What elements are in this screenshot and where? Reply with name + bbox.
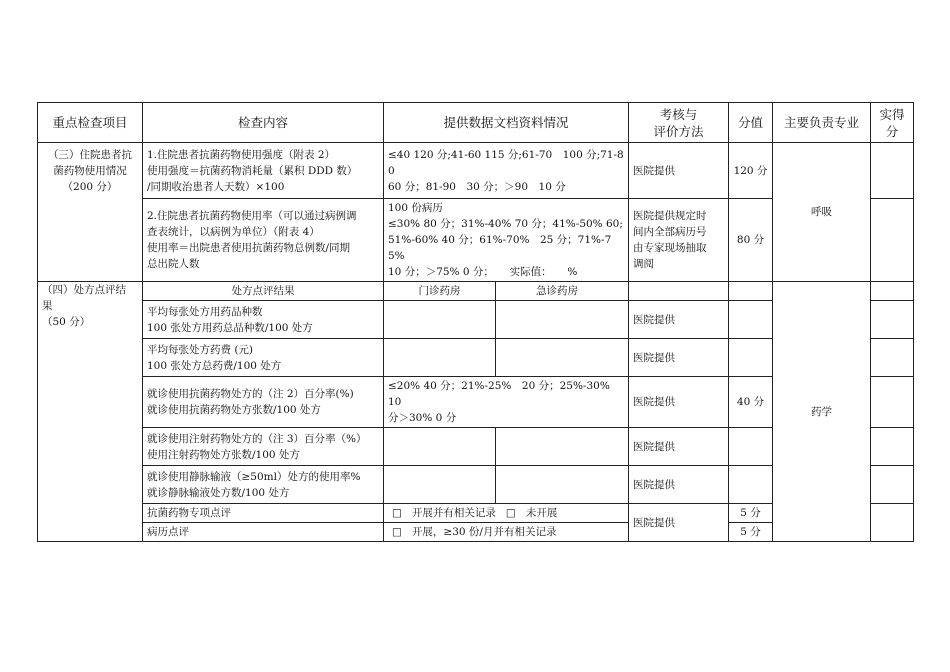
method-line: 医院提供规定时 (633, 210, 707, 222)
section3-row1-score: 120 分 (729, 143, 773, 199)
content-line: 查表统计，以病例为单位）（附表 4） (147, 226, 320, 238)
special-review-content: 抗菌药物专项点评 (143, 504, 384, 523)
section4-row2-actual[interactable] (871, 339, 914, 377)
record-review-score: 5 分 (729, 523, 773, 542)
option-label: 未开展 (525, 507, 558, 519)
section3-row2-method (629, 199, 729, 282)
section4-row4-outpatient[interactable] (384, 428, 496, 466)
header-item: 重点检查项目 (38, 103, 143, 143)
section4-row5-actual[interactable] (871, 466, 914, 504)
docs-line: ≤20% 40 分；21%-25% 20 分；25%-30% 10 (388, 380, 621, 408)
section4-subheader-row (38, 282, 914, 301)
section4-row3-score: 40 分 (729, 377, 773, 428)
section3-row2-score: 80 分 (729, 199, 773, 282)
section4-row5-score (729, 466, 773, 504)
docs-line: 10 分；＞75% 0 分； 实际值： % (388, 266, 578, 278)
docs-line: ≤40 120 分;41-60 115 分;61-70 100 分;71-80 (388, 148, 624, 177)
section4-row2-method: 医院提供 (629, 339, 729, 377)
content-line: 平均每张处方用药品种数 (147, 305, 263, 318)
header-docs: 提供数据文档资料情况 (384, 103, 629, 143)
section3-row1-docs (384, 143, 629, 199)
content-line: /同期收治患者人天数）×100 (147, 180, 285, 193)
header-actual-line2: 分 (885, 123, 899, 139)
docs-line: 51%-60% 40 分；61%-70% 25 分；71%-75% (388, 234, 612, 262)
section4-row3-content (143, 377, 384, 428)
header-score: 分值 (729, 103, 773, 143)
section4-row1-method: 医院提供 (629, 301, 729, 339)
section4-row1-actual[interactable] (871, 301, 914, 339)
method-line: 间内全部病历号 (633, 226, 707, 238)
section4-row1-score (729, 301, 773, 339)
section4-dept: 药学 (773, 282, 871, 542)
section4-row4-score (729, 428, 773, 466)
special-review-score: 5 分 (729, 504, 773, 523)
docs-line: ≤30% 80 分；31%-40% 70 分；41%-50% 60; (388, 218, 623, 230)
section4-item (38, 282, 143, 542)
section3-item-line3: （200 分） (62, 181, 118, 193)
section4-row3-docs (384, 377, 629, 428)
subheader-result: 处方点评结果 (143, 282, 384, 301)
section3-dept: 呼吸 (773, 143, 871, 282)
content-line: 2.住院患者抗菌药物使用率（可以通过病例调 (147, 210, 357, 222)
method-line: 调阅 (633, 258, 655, 270)
content-line: 100 张处方总药费/100 处方 (147, 359, 282, 372)
checkbox-icon[interactable]: □ (392, 507, 402, 519)
section4-row5-emergency[interactable] (496, 466, 629, 504)
option-label: 开展，≥30 份/月并有相关记录 (411, 526, 557, 538)
content-line: 就诊使用静脉输液（≥50ml）处方的使用率% (147, 470, 361, 483)
review-actual[interactable] (871, 504, 914, 542)
header-method-line2: 评价方法 (653, 123, 704, 139)
record-review-options (384, 523, 629, 542)
content-line: 使用强度＝抗菌药物消耗量（累积 DDD 数） (147, 164, 358, 177)
section4-row5-method: 医院提供 (629, 466, 729, 504)
subheader-outpatient: 门诊药房 (384, 282, 496, 301)
checkbox-icon[interactable]: □ (505, 507, 516, 519)
checkbox-icon[interactable]: □ (392, 526, 402, 538)
subheader-emergency: 急诊药房 (496, 282, 629, 301)
subheader-actual[interactable] (871, 282, 914, 301)
content-line: 平均每张处方药费 (元) (147, 343, 254, 356)
section4-row3-method: 医院提供 (629, 377, 729, 428)
option-label: 开展并有相关记录 (411, 507, 496, 519)
content-line: 就诊静脉输液处方数/100 处方 (147, 486, 290, 499)
review-method: 医院提供 (629, 504, 729, 542)
section4-row1-emergency[interactable] (496, 301, 629, 339)
section4-row5-outpatient[interactable] (384, 466, 496, 504)
section4-row1-outpatient[interactable] (384, 301, 496, 339)
inspection-table (37, 102, 914, 542)
docs-line: 100 份病历 (388, 202, 443, 214)
section3-row2-docs (384, 199, 629, 282)
header-content: 检查内容 (143, 103, 384, 143)
content-line: 就诊使用注射药物处方的（注 3）百分率（%） (147, 432, 367, 445)
section3-item-line1: （三）住院患者抗 (48, 149, 132, 161)
header-actual-line1: 实得 (879, 106, 905, 122)
section4-item-line1: （四）处方点评结 (42, 284, 126, 296)
section3-row1-method: 医院提供 (629, 143, 729, 199)
section4-row4-method: 医院提供 (629, 428, 729, 466)
section3-row1-content (143, 143, 384, 199)
header-actual (871, 103, 914, 143)
header-dept: 主要负责专业 (773, 103, 871, 143)
content-line: 总出院人数 (147, 258, 200, 270)
section4-row4-actual[interactable] (871, 428, 914, 466)
section4-row3-actual[interactable] (871, 377, 914, 428)
docs-line: 分＞30% 0 分 (388, 412, 457, 424)
method-line: 由专家现场抽取 (633, 242, 707, 254)
header-row (38, 103, 914, 143)
section3-row1-actual[interactable] (871, 143, 914, 199)
section4-row5-content (143, 466, 384, 504)
content-line: 使用注射药物处方张数/100 处方 (147, 448, 300, 461)
section3-row2-actual[interactable] (871, 199, 914, 282)
section4-row1-content (143, 301, 384, 339)
docs-line: 60 分；81-90 30 分；＞90 10 分 (388, 180, 566, 193)
content-line: 就诊使用抗菌药物处方张数/100 处方 (147, 404, 321, 416)
header-method-line1: 考核与 (659, 106, 698, 122)
subheader-method-empty (629, 282, 729, 301)
section4-item-line3: （50 分） (42, 316, 91, 328)
section4-row2-outpatient[interactable] (384, 339, 496, 377)
content-line: 就诊使用抗菌药物处方的（注 2）百分率(%) (147, 388, 354, 400)
special-review-options (384, 504, 629, 523)
content-line: 100 张处方用药总品种数/100 处方 (147, 321, 313, 334)
section4-row4-content (143, 428, 384, 466)
section4-row2-content (143, 339, 384, 377)
content-line: 使用率＝出院患者使用抗菌药物总例数/同期 (147, 242, 351, 254)
content-line: 1.住院患者抗菌药物使用强度（附表 2） (147, 148, 336, 161)
section4-item-line2: 果 (42, 300, 53, 312)
section4-row2-emergency[interactable] (496, 339, 629, 377)
section4-row4-emergency[interactable] (496, 428, 629, 466)
section3-item-line2: 菌药物使用情况 (53, 165, 127, 177)
header-method (629, 103, 729, 143)
section3-row2-content (143, 199, 384, 282)
subheader-score-empty (729, 282, 773, 301)
record-review-content: 病历点评 (143, 523, 384, 542)
table-row (38, 143, 914, 199)
section3-item (38, 143, 143, 282)
section4-row2-score (729, 339, 773, 377)
